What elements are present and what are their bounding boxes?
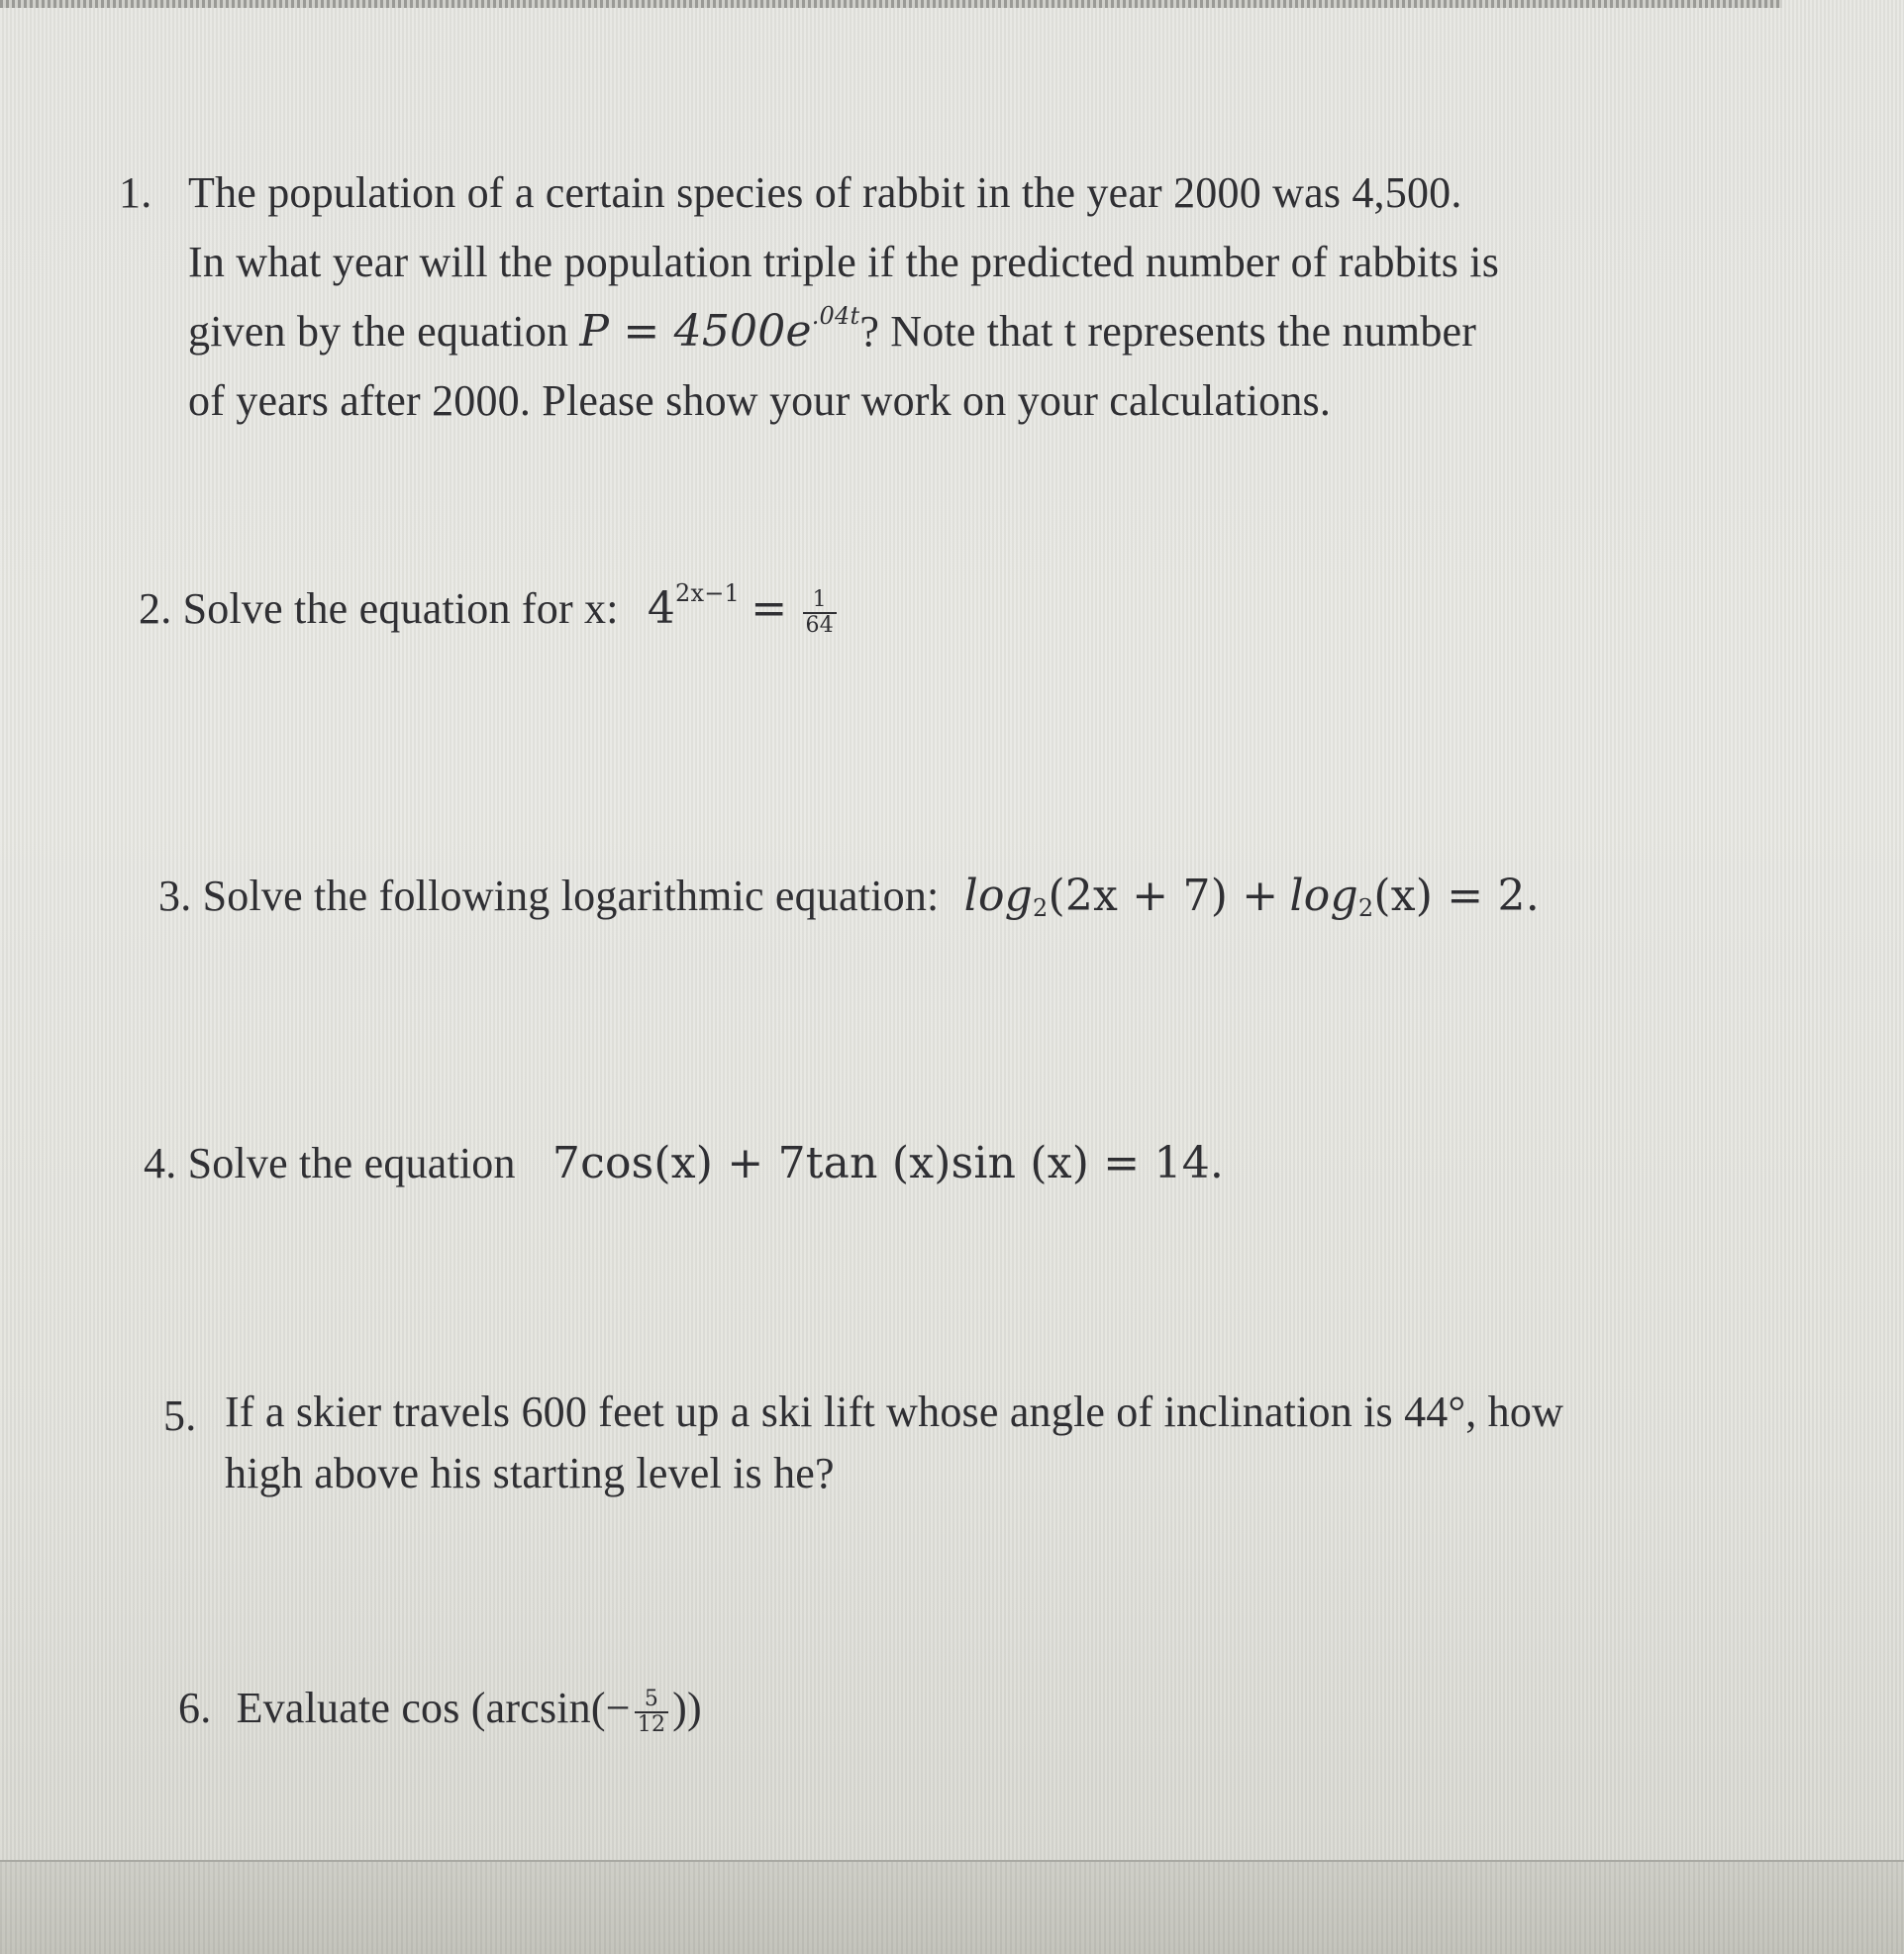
problem-1 (119, 158, 1782, 436)
problem-3 (158, 862, 1743, 931)
equals-sign: = (751, 583, 788, 634)
problem-text: Solve the equation (187, 1139, 516, 1187)
equation-exponent: 2x−1 (675, 579, 741, 607)
problem-2 (139, 574, 1723, 644)
bottom-band (0, 1862, 1904, 1954)
equation-exponent: .04t (811, 302, 860, 330)
log-argument: (x) = 2. (1373, 871, 1540, 921)
fraction-denominator: 12 (637, 1711, 666, 1737)
equation-base: 4 (647, 583, 676, 634)
log-base: 2 (1357, 894, 1374, 922)
problem-number: 4. (144, 1139, 177, 1187)
problem-text-line: high above his starting level is he? (225, 1449, 835, 1497)
equation-base: e (785, 306, 812, 357)
problem-number: 6. (178, 1684, 212, 1732)
log-function: log (1289, 871, 1358, 921)
fraction-denominator: 64 (805, 612, 834, 638)
problem-text-line: of years after 2000. Please show your work on your calculations. (188, 376, 1332, 425)
equation: 7cos(x) + 7tan (x)sin (x) = 14. (551, 1138, 1225, 1188)
problem-4 (144, 1129, 1728, 1198)
problem-5 (163, 1382, 1787, 1504)
problem-text: Evaluate cos (arcsin(− (236, 1684, 631, 1732)
top-border-strip (0, 0, 1782, 8)
problem-number: 3. (158, 872, 192, 920)
problem-number: 5. (163, 1391, 197, 1440)
closing-parens: )) (672, 1684, 702, 1732)
problem-text-line (188, 297, 1782, 366)
fraction-numerator: 1 (803, 588, 837, 614)
problem-6 (178, 1674, 1564, 1743)
fraction-numerator: 5 (635, 1688, 668, 1713)
problem-text: given by the equation (188, 307, 569, 356)
problem-text-line: If a skier travels 600 feet up a ski lift whose angle of inclination is 44°, how (225, 1388, 1564, 1436)
problem-text-line: The population of a certain species of rabbit in the year 2000 was 4,500. (188, 168, 1462, 217)
problem-text-line: In what year will the population triple if the predicted number of rabbits is (188, 238, 1500, 286)
log-base: 2 (1033, 894, 1049, 922)
fraction (635, 1688, 668, 1737)
problem-number: 2. (139, 584, 172, 633)
fraction (803, 588, 837, 638)
problem-text: Note that t represents the number (890, 307, 1477, 356)
log-function: log (963, 871, 1034, 921)
equation-lhs: P = 4500 (579, 306, 786, 357)
problem-text: Solve the equation for x: (182, 584, 619, 633)
problem-text: Solve the following logarithmic equation: (202, 872, 940, 920)
problem-number: 1. (119, 168, 152, 217)
log-argument: (2x + 7) + (1048, 871, 1279, 921)
equation-end: ? (859, 307, 880, 356)
